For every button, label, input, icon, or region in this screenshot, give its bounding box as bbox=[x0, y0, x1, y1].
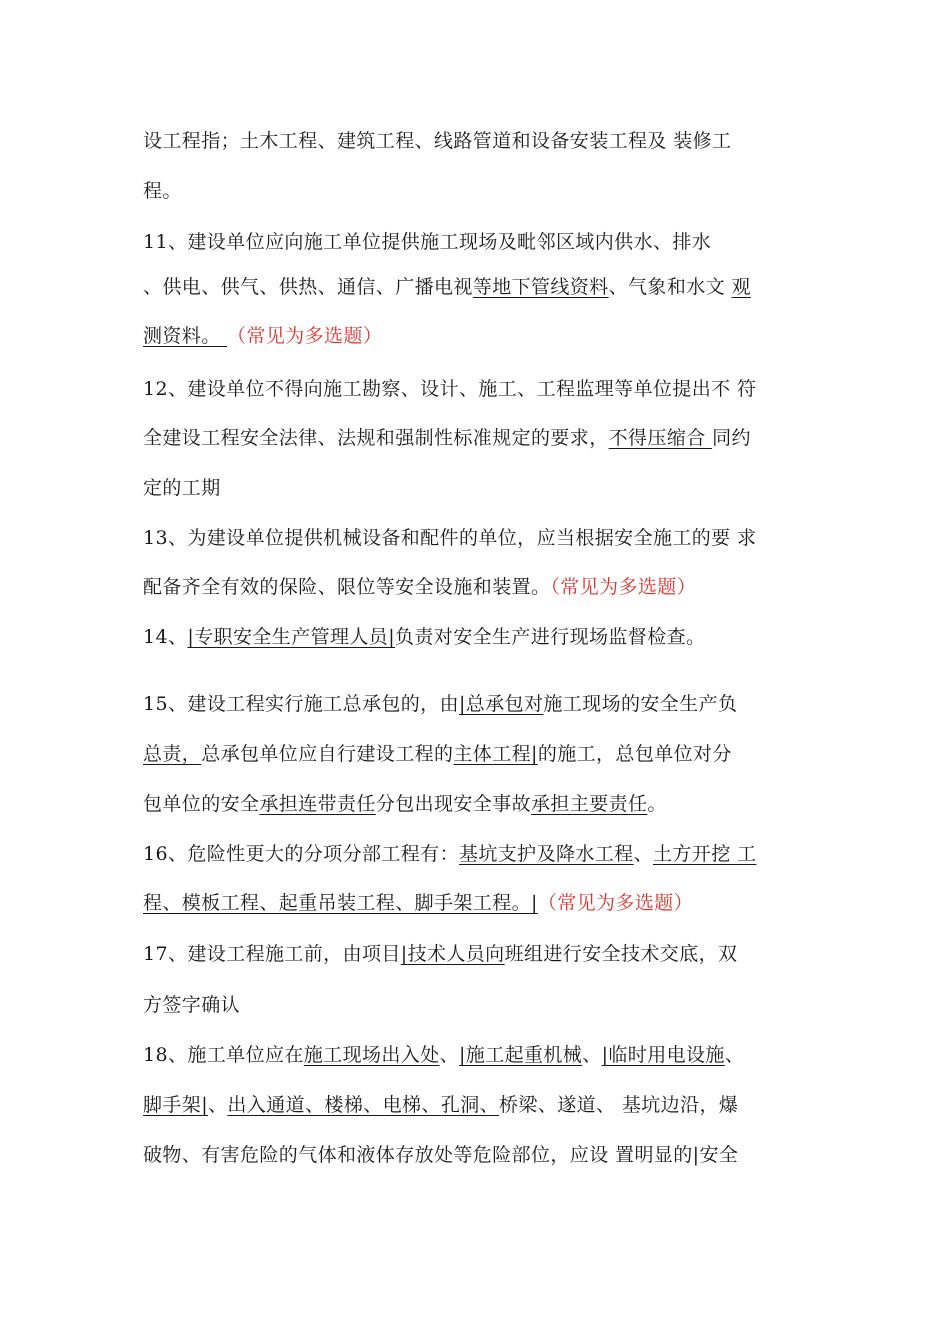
item-16-line bbox=[143, 890, 818, 916]
underlined-answer: 总责， bbox=[143, 743, 202, 765]
underlined-answer: |技术人员向 bbox=[400, 943, 505, 965]
underlined-answer: 承担主要责任 bbox=[531, 793, 648, 815]
multiple-choice-note: （常见为多选题） bbox=[550, 576, 697, 598]
underlined-answer: 施工现场出入处 bbox=[303, 1044, 440, 1066]
underlined-answer: 出入通道、楼梯、电梯、孔洞、 bbox=[227, 1094, 500, 1116]
underlined-answer: 、模板工程、起重吊装工程、脚手架工程。| bbox=[162, 892, 538, 914]
underlined-answer: 不得压缩合 bbox=[608, 427, 713, 449]
underlined-answer: 基坑支护及降水工程 bbox=[458, 843, 634, 865]
item-11-line bbox=[143, 323, 818, 349]
underlined-answer: |专职安全生产管理人员| bbox=[187, 626, 395, 648]
underlined-answer: 土方开挖 工 bbox=[653, 843, 757, 865]
underlined-answer: 等地下管线资料 bbox=[472, 276, 609, 298]
text-line: 程。 bbox=[143, 180, 182, 202]
multiple-choice-note: （常见为多选题） bbox=[537, 892, 694, 914]
multiple-choice-note: （常见为多选题） bbox=[227, 325, 383, 347]
item-17-line: 17、建设工程施工前，由项目|技术人员向班组进行安全技术交底，双 bbox=[143, 943, 738, 965]
underlined-answer: |施工起重机械 bbox=[459, 1044, 583, 1066]
item-11-line: 11、建设单位应向施工单位提供施工现场及毗邻区域内供水、排水 bbox=[143, 231, 712, 253]
underlined-answer: |总承包对 bbox=[458, 693, 544, 715]
item-18-line: 破物、有害危险的气体和液体存放处等危险部位，应设 置明显的|安全 bbox=[143, 1144, 739, 1166]
underlined-answer: 程 bbox=[143, 892, 163, 914]
underlined-answer: 脚手架| bbox=[143, 1094, 209, 1116]
underlined-answer: 测资料。 bbox=[143, 325, 228, 347]
item-18-line: 脚手架|、出入通道、楼梯、电梯、孔洞、桥梁、遂道、 基坑边沿，爆 bbox=[143, 1094, 739, 1116]
underlined-answer: 观 bbox=[731, 276, 751, 298]
item-16-line: 16、危险性更大的分项分部工程有：基坑支护及降水工程、土方开挖 工 bbox=[143, 843, 757, 865]
item-18-line: 18、施工单位应在施工现场出入处、|施工起重机械、|临时用电设施、 bbox=[143, 1044, 745, 1066]
item-13-line: 13、为建设单位提供机械设备和配件的单位，应当根据安全施工的要 求 bbox=[143, 527, 757, 549]
item-15-line: 15、建设工程实行施工总承包的，由|总承包对施工现场的安全生产负 bbox=[143, 693, 738, 715]
item-17-line: 方签字确认 bbox=[143, 994, 241, 1016]
text-line: 设工程指；土木工程、建筑工程、线路管道和设备安装工程及 装修工 bbox=[143, 130, 732, 152]
item-15-line: 总责，总承包单位应自行建设工程的主体工程|的施工，总包单位对分 bbox=[143, 743, 732, 765]
item-11-line: 、供电、供气、供热、通信、广播电视等地下管线资料、气象和水文 观 bbox=[143, 276, 751, 298]
item-12-line: 12、建设单位不得向施工勘察、设计、施工、工程监理等单位提出不 符 bbox=[143, 378, 757, 400]
item-12-line: 全建设工程安全法律、法规和强制性标准规定的要求，不得压缩合 同约 bbox=[143, 427, 751, 449]
item-14-line: 14、|专职安全生产管理人员|负责对安全生产进行现场监督检查。 bbox=[143, 626, 706, 648]
underlined-answer: |临时用电设施 bbox=[601, 1044, 725, 1066]
underlined-answer: 主体工程| bbox=[453, 743, 538, 765]
item-15-line: 包单位的安全承担连带责任分包出现安全事故承担主要责任。 bbox=[143, 793, 667, 815]
item-13-line: 配备齐全有效的保险、限位等安全设施和装置。（常见为多选题） bbox=[143, 576, 697, 598]
underlined-answer: 承担连带责任 bbox=[259, 793, 376, 815]
item-12-line: 定的工期 bbox=[143, 477, 221, 499]
